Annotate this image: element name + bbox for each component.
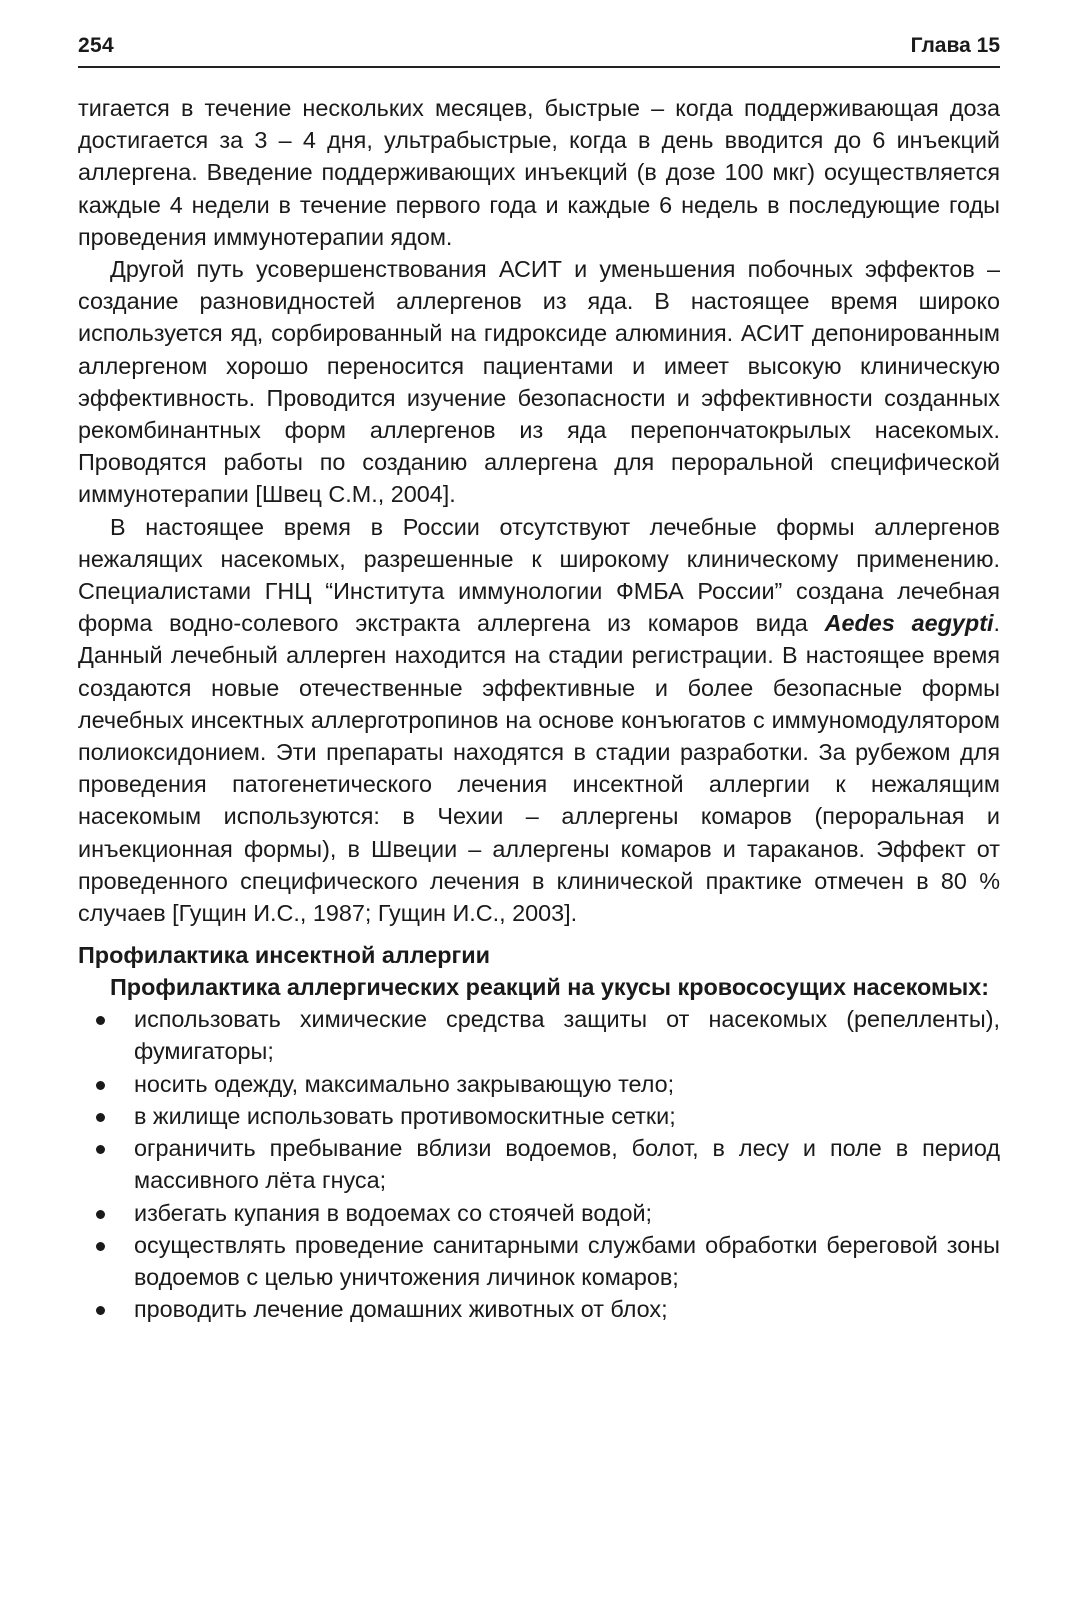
list-item-text: ограничить пребывание вблизи водоемов, болот, в лесу и поле в период массивного лёта гнуса; — [134, 1135, 1000, 1194]
list-item — [78, 1229, 1000, 1293]
list-item-text: проводить лечение домашних животных от блох; — [134, 1296, 668, 1323]
list-item — [78, 1003, 1000, 1067]
bullet-icon — [96, 1145, 105, 1154]
bullet-icon — [96, 1210, 105, 1219]
species-name: Aedes aegypti — [824, 610, 994, 637]
page-header — [78, 30, 1000, 68]
list-item-text: избегать купания в водоемах со стоячей водой; — [134, 1199, 653, 1226]
list-item-text: осуществлять проведение санитарными службами обработки береговой зоны водоемов с целью уничтожения личинок комаров; — [134, 1231, 1000, 1290]
paragraph-continuation: тигается в течение нескольких месяцев, быстрые – когда поддерживающая доза достигается за 3 – 4 дня, ультрабыстрые, когда в день вводится до 6 инъекций аллергена. Введение поддерживающих инъекций (в дозе 100 мкг) осуществляется каждые 4 недели в течение первого года и каждые 6 недель в последующие годы проведения иммунотерапии ядом. — [78, 95, 1000, 250]
paragraph-text-part: В настоящее время в России отсутствуют лечебные формы аллергенов нежалящих насекомых, разрешенные к широкому клиническому применению. Специалистами ГНЦ “Института иммунологии ФМБА России” создана лечебная форма водно-солевого экстракта аллергена из комаров вида — [78, 513, 1000, 637]
list-item-text: использовать химические средства защиты от насекомых (репелленты), фумигаторы; — [134, 1006, 1000, 1065]
paragraph-asit-improvements: Другой путь усовершенствования АСИТ и уменьшения побочных эффектов – создание разновидностей аллергенов из яда. В настоящее время широко используется яд, сорбированный на гидроксиде алюминия. АСИТ депонированным аллергеном хорошо переносится пациентами и имеет высокую клиническую эффективность. Проводится изучение безопасности и эффективности созданных рекомбинантных форм аллергенов из яда перепончатокрылых насекомых. Проводятся работы по созданию аллергена для пероральной специфической иммунотерапии [Швец С.М., 2004]. — [78, 256, 1000, 508]
book-page — [78, 30, 1000, 1325]
chapter-title: Глава 15 — [910, 34, 1000, 57]
subsection-heading: Профилактика аллергических реакций на укусы кровососущих насекомых: — [110, 974, 990, 1001]
bullet-icon — [96, 1113, 105, 1122]
paragraph-russia-treatment — [78, 511, 1000, 930]
section-heading: Профилактика инсектной аллергии — [78, 942, 491, 969]
page-number: 254 — [78, 34, 114, 57]
list-item — [78, 1293, 1000, 1325]
paragraph-text-part: . Данный лечебный аллерген находится на стадии регистрации. В настоящее время создаются новые отечественные эффективные и более безопасные формы лечебных инсектных аллерготропинов на основе конъюгатов с иммуномодулятором полиоксидонием. Эти препараты находятся в стадии разработки. За рубежом для проведения патогенетического лечения инсектной аллергии к нежалящим насекомым используются: в Чехии – аллергены комаров (пероральная и инъекционная формы), в Швеции – аллергены комаров и тараканов. Эффект от проведенного специфического лечения в клинической практике отмечен в 80 % случаев [Гущин И.С., 1987; Гущин И.С., 2003]. — [78, 610, 1000, 927]
list-item-text: в жилище использовать противомоскитные сетки; — [134, 1102, 676, 1129]
prevention-list — [78, 1003, 1000, 1325]
list-item — [78, 1068, 1000, 1100]
list-item — [78, 1132, 1000, 1196]
bullet-icon — [96, 1016, 105, 1025]
list-item — [78, 1197, 1000, 1229]
bullet-icon — [96, 1242, 105, 1251]
bullet-icon — [96, 1306, 105, 1315]
bullet-icon — [96, 1081, 105, 1090]
list-item-text: носить одежду, максимально закрывающую тело; — [134, 1070, 675, 1097]
page-content — [78, 92, 1000, 1325]
list-item — [78, 1100, 1000, 1132]
